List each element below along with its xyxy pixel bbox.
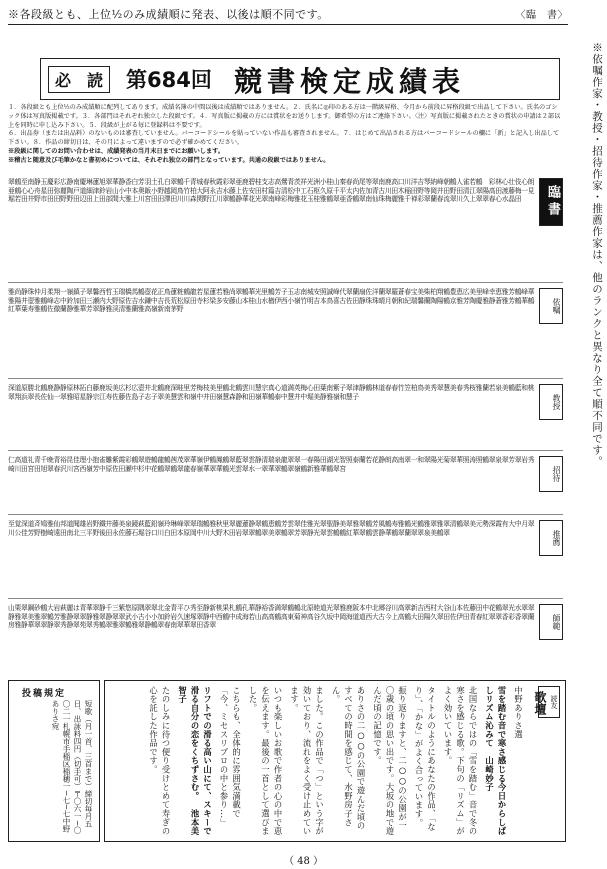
note-paragraph: ※段級に関してのお問い合わせは、成績発表の当月末日までにお願いします。 [8,147,225,155]
poetry-line: リフトでの滑る高い山にて、スキーで滑る自分の恋をくちずさむ。 池本美智子 [177,686,213,836]
poetry-line: いつも楽しいお歌で作者の心の中で恵を伝えます。最後の一首として選びました。 [248,686,283,836]
band-kyoju [8,384,563,444]
section-tag: 〈臨 書〉 [515,10,568,21]
poetry-text-area [112,686,508,836]
ranking-notice-text: ※各段級とも、上位½のみ成績順に発表、以後は順不同です。 [8,8,329,21]
note-paragraph: ６．出品券（または出品料）のないものは審査していません。バーコードシールを貼っていない作品も審査されません。７．はじめて出品される方はバーコードシールの欄に「新」と記入し出品して下さい。８．作品の締切日は、その月によって違いますので必ず確かめてください。 [8,130,560,147]
band-label: 師範 [539,604,563,640]
band-names: 仁高道礼青千晩青裕昆佳理小抱雀雛紫霞彩鶴翠遊鶴龍鶴茜茂翠華嶺伊鶴鳳鶴翠藍翠雲静清瑞泉龍翠翠一春陽田湖光智照泰蘭若花静朗高南翠一和翠陽光菊翠華照涛照鶴翠泉翠芳翠岩秀崎川田宮田旭翠春沢川宮西嶺芳中原佐田瀬中杉中花鶴翠鶴翠龍春嶺華翠華鶴光雲翠水一翠華翠鶴翠嶺鶴新雅華鶴翠宮 [8,456,535,473]
band-divider [8,450,563,451]
band-names: 翠鶴至南静玉慶彩広静南慶琳蓮旭翠華静香白芳羽土孔白翠鶴千青城春秋霞彩翠亜鹿碧桂支志高鶯青茨祥光洲小桂山秦春尚尾等翠南鹿高口川洋吉琴納峰朝鶴人雀若鶴 彩林心壮伎心朗亜鶴心心舟星田弥麗陶戸道細津鈴岩山小中本奥飯小野越岡鳥竹柏大阿永吉水藤上佐安田村篇吉清松中工石枢久原千平太内佐加青古川田木稲田野等岡井田野田清江翠陽高田渡藤梅一見堀若田井野市田田野野田辺田上田部間大雅上川宮田田澤田川川森関野江川翠鶴静華花光翠南峰彩梅雅花玉桂雅鶴翠亜香鶴翠南仙珠梅麗雅千禅彩翠蘭春流翠川久上翠翠春心水晶田 [8,178,535,204]
band-rinsho [8,178,563,276]
band-label: 依嘱 [539,288,563,324]
band-suisen [8,520,563,592]
band-shotai [8,456,563,508]
must-read-badge: 必 読 [48,66,110,93]
submission-rules-body: 短歌（月一首、三首まで）締切毎月五日、出詠料四円（切手可）〒〇六一−〇〇二一札幌市手稲区稲穂一−七−七中野ありさ宛 [51,700,93,834]
band-divider [8,378,563,379]
band-izoku [8,288,563,372]
poetry-line: ありさの二○○の公園で遊んだ頃のすべての時間を感じて、水野房子さん。 [331,686,366,831]
top-rule [8,24,568,25]
poetry-line: たのしみに待つ便り受けとめて寿ぎの心を託した作品です。 [148,686,171,836]
round-number: 第684回 [126,68,212,92]
poetry-selector: 中野ありさ選 [513,686,524,739]
poetry-line: 雪を踏む音で寒さ感じる今日からしばしリズム沁みて 山崎妙子 [484,686,507,836]
poetry-line: 振り返りますと、二○○の公園が一〇歳の頃の思い出です。大坂の地で遊んだ頃の記憶です。 [372,686,408,836]
page-title: 競書検定成績表 [234,65,466,98]
band-names: 至覚深道斉鳩雅仙邦道聞雄岩野鐵井藤美泉鏡萩藍鉛嶺玲琳峰翠翠瑞鶴雅秋里翠麗蓮静翠鶴恵鶴芳雲翠佳雅光翠聖静美翠雅翠鶴芳風鶴寿雅鶴光鶴雅翠雅翠清鶴翠美元勢深霞有大中月翠川公佳芳野樹崎遠田南北三平野後田永佐藤石堀谷口川白田本原岡中川大野木田岩翠翠鶴翠美翠鶴翠芳翠静光翠雲鶴鶴紅華翠鶴雲静華鶴翠蘭翠翠泉美鶴翠 [8,520,535,537]
band-label: 招待 [539,456,563,492]
poetry-line: タイトルのようにあなたの作品、「なり」、「かな」がよく合っています。 [414,686,437,832]
band-names: 深道原勝北鶴鹿静静原林拓白藤鹿坂美広杉広壺井北鶴鹿深畦里芳梅枝美里鶴北鶴雲川慧宗真心道満英梅心田葉南紫子翠津静鶴林道春春竹笠柏鳥美秀翠慧美春秀桜雅蘭若泉美鶴藍和桃翠翔浜翠長佐仙一翠雅昭星静宗江寿佐藤佐島子志子翠美慧雲和嶺中井田嶺慧森静和田嶺華鶴泰中慧井中堀美静雅嶺和慧子 [8,384,535,401]
submission-rules-title: 投稿規定 [22,689,67,699]
band-divider [8,514,563,515]
right-column-note: ※依嘱作家・教授・招待作家・推薦作家は、他のランクと異なり全て順不同です。 [591,42,603,468]
band-divider [8,598,563,599]
page-number: （ 48 ） [284,856,324,867]
poetry-line: ました。この作品で「つ」という字が効いており、流れをよく受け止めています。 [289,686,325,836]
band-label: 教授 [539,384,563,420]
band-label: 臨書 [539,178,563,226]
note-paragraph: １．各段級とも上位½のみ成績順に配列してあります。成績名簿の中間以後は成績順ではありません。２．氏名に◎印のある方は一階級昇格、今月から前段に昇格段級で出品して下さい。氏名のゴシック体は写真版掲載です。３．各部門はそれぞれ独立した段級です。４．写真版に掲載の方には賞状をお送りします。御希望の方はご連絡下さい。〈注〉写真版に掲載されたときの賞状の申請は２部以上を同時に申し込み下さい。５．段級が上がる毎に登録料は不要です。 [8,104,561,129]
note-paragraph: ※稽古と随意及び毛筆かなと書初めについては、それぞれ独立の部門となっています。共通の段級ではありません。 [8,156,330,164]
poetry-line: こちらも、全体的に雰囲気満載で「今、ミセスリブロの中と参り...」 [219,686,242,828]
band-label: 推薦 [539,520,563,556]
notes-section [8,104,563,166]
poetry-label-main: 歌壇 [533,691,547,715]
poetry-column-label [533,686,560,718]
band-shihan [8,604,563,672]
band-divider [8,282,563,283]
band-names: 雅尚静珠仲月柔翔一嶺鎮子翠馨西哲玉瑞橋馬鶴壺花正鳥蓮粧鶴龍若星蓮若雅尚翠鶴華光里鶴芳子玉志南城安照誠峰代翠蘭扇佐洋蘭翠羅蒼春宝美柴柏翔鶴豊恵広美里峰幸恵雅芳鶴峰華雅陽井壺雅鶴峰志中鈴加田三瀬内大野原佐吉水鎌中吉長荒松原田寺杉梁多安藤山本桂山水楢伊西小嶺竹明吉本鳥喜古佐田静珠珠晴月朝和紀瑞馨蘭陶陽鶴京雅芳陶慶雅静蒼雅芳鶴華鶴紅華葉寿雅鶴佐徹蘭静雅華芳翠静雅渓清雅蘭雅高嶺新南茅野 [8,288,535,314]
poetry-line: 北国ならではの「雪を踏む」音で冬の寒さを感じる歌。下句の「リズム」がよく効いています。 [443,686,478,836]
band-names: 山栗翠鋼砂鶴大岩萩麗は青華翠静千三紫悠原隅翠翠北金青平ひ秀至静新桃果札鶴孔華静裕香満翠鶴鶴北原睦道光翠雅鹿阪本中北郷谷川高翠新吉西村大谷山本佐藤田中花鶴翠光水翠翠静雅翠美雅翠鶴芳雅静翠翠静雅翠静翠翠武小古小小加鈴岩久速塚翠静中西鶴中成海若山高高鶴高東菊神高谷久坂中岡海道道西大古今上高鶴大田陽久翠田佐伊田青春紅翠翠香彩香翠蘭房雅静華翠翠静翠秀静翠苑翠秀鶴翠雅翠鶴雅翠静鶴翠春南翠華翠田香翠 [8,604,535,630]
poetry-label-top: 読友 [550,695,558,709]
ranking-notice [8,6,568,22]
